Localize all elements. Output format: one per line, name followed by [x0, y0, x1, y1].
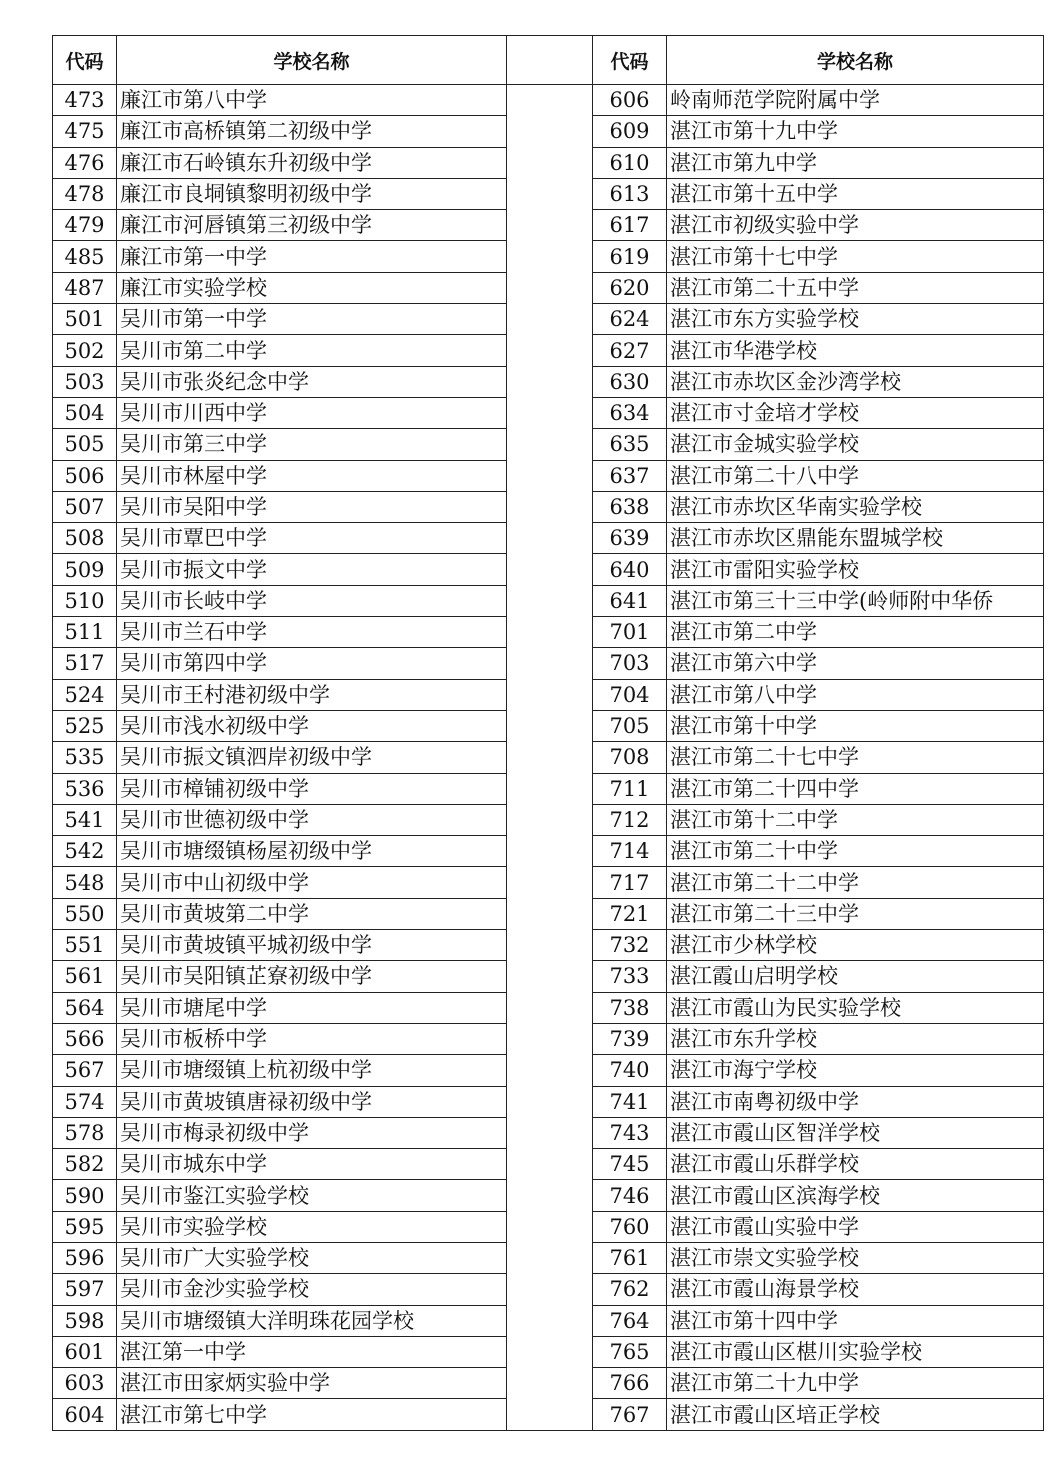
spacer-cell [507, 930, 593, 961]
left-name-cell: 吴川市塘缀镇大洋明珠花园学校 [117, 1305, 507, 1336]
left-code-cell: 603 [53, 1368, 117, 1399]
left-code-cell: 475 [53, 116, 117, 147]
left-name-cell: 吴川市樟铺初级中学 [117, 773, 507, 804]
right-code-cell: 639 [593, 523, 667, 554]
spacer-cell [507, 585, 593, 616]
right-name-cell: 湛江市第九中学 [667, 147, 1044, 178]
left-code-cell: 601 [53, 1336, 117, 1367]
right-code-cell: 717 [593, 867, 667, 898]
right-code-cell: 627 [593, 335, 667, 366]
left-name-cell: 吴川市第一中学 [117, 304, 507, 335]
table-row [53, 366, 1044, 397]
left-code-cell: 503 [53, 366, 117, 397]
right-name-cell: 湛江市华港学校 [667, 335, 1044, 366]
right-code-cell: 739 [593, 1023, 667, 1054]
spacer-cell [507, 335, 593, 366]
spacer-cell [507, 867, 593, 898]
left-code-cell: 501 [53, 304, 117, 335]
right-code-cell: 766 [593, 1368, 667, 1399]
spacer-cell [507, 1149, 593, 1180]
right-code-cell: 765 [593, 1336, 667, 1367]
left-code-cell: 596 [53, 1242, 117, 1273]
left-name-cell: 廉江市良垌镇黎明初级中学 [117, 178, 507, 209]
table-row [53, 1274, 1044, 1305]
left-code-cell: 511 [53, 617, 117, 648]
spacer-cell [507, 116, 593, 147]
right-name-cell: 湛江市赤坎区鼎能东盟城学校 [667, 523, 1044, 554]
header-right-code: 代码 [593, 36, 667, 85]
left-code-cell: 578 [53, 1117, 117, 1148]
right-code-cell: 609 [593, 116, 667, 147]
spacer-cell [507, 1305, 593, 1336]
right-name-cell: 湛江市雷阳实验学校 [667, 554, 1044, 585]
left-code-cell: 506 [53, 460, 117, 491]
spacer-cell [507, 679, 593, 710]
right-code-cell: 703 [593, 648, 667, 679]
table-row [53, 617, 1044, 648]
right-name-cell: 湛江市崇文实验学校 [667, 1242, 1044, 1273]
right-name-cell: 湛江市东方实验学校 [667, 304, 1044, 335]
header-left-code: 代码 [53, 36, 117, 85]
left-code-cell: 524 [53, 679, 117, 710]
right-code-cell: 701 [593, 617, 667, 648]
table-row [53, 429, 1044, 460]
right-name-cell: 湛江市第二十七中学 [667, 742, 1044, 773]
right-name-cell: 湛江市第二十三中学 [667, 898, 1044, 929]
right-code-cell: 714 [593, 836, 667, 867]
table-row [53, 523, 1044, 554]
right-code-cell: 640 [593, 554, 667, 585]
right-name-cell: 湛江市霞山区智洋学校 [667, 1117, 1044, 1148]
left-name-cell: 湛江市田家炳实验中学 [117, 1368, 507, 1399]
left-name-cell: 吴川市鉴江实验学校 [117, 1180, 507, 1211]
right-name-cell: 湛江市第三十三中学(岭师附中华侨 [667, 585, 1044, 616]
spacer-cell [507, 147, 593, 178]
right-code-cell: 634 [593, 397, 667, 428]
left-name-cell: 吴川市中山初级中学 [117, 867, 507, 898]
table-row [53, 85, 1044, 116]
table-row [53, 930, 1044, 961]
right-name-cell: 湛江市海宁学校 [667, 1055, 1044, 1086]
table-row [53, 992, 1044, 1023]
spacer-cell [507, 742, 593, 773]
left-code-cell: 582 [53, 1149, 117, 1180]
left-name-cell: 湛江市第七中学 [117, 1399, 507, 1430]
table-row [53, 804, 1044, 835]
spacer-cell [507, 397, 593, 428]
right-code-cell: 767 [593, 1399, 667, 1430]
table-row [53, 1399, 1044, 1430]
right-name-cell: 湛江市初级实验中学 [667, 210, 1044, 241]
left-name-cell: 廉江市石岭镇东升初级中学 [117, 147, 507, 178]
left-name-cell: 吴川市实验学校 [117, 1211, 507, 1242]
right-code-cell: 630 [593, 366, 667, 397]
left-code-cell: 487 [53, 272, 117, 303]
right-name-cell: 湛江市第十四中学 [667, 1305, 1044, 1336]
left-code-cell: 508 [53, 523, 117, 554]
spacer-cell [507, 773, 593, 804]
right-name-cell: 湛江市霞山实验中学 [667, 1211, 1044, 1242]
right-name-cell: 湛江市第十五中学 [667, 178, 1044, 209]
spacer-cell [507, 304, 593, 335]
right-name-cell: 湛江市霞山区滨海学校 [667, 1180, 1044, 1211]
right-name-cell: 湛江市少林学校 [667, 930, 1044, 961]
school-code-table-sheet [52, 35, 1043, 1429]
left-code-cell: 536 [53, 773, 117, 804]
left-name-cell: 吴川市吴阳镇芷寮初级中学 [117, 961, 507, 992]
left-code-cell: 550 [53, 898, 117, 929]
left-code-cell: 541 [53, 804, 117, 835]
spacer-cell [507, 804, 593, 835]
left-code-cell: 574 [53, 1086, 117, 1117]
spacer-cell [507, 1336, 593, 1367]
spacer-cell [507, 836, 593, 867]
spacer-cell [507, 429, 593, 460]
right-code-cell: 610 [593, 147, 667, 178]
right-code-cell: 620 [593, 272, 667, 303]
right-name-cell: 湛江市第二十中学 [667, 836, 1044, 867]
right-name-cell: 湛江市南粤初级中学 [667, 1086, 1044, 1117]
spacer-cell [507, 1242, 593, 1273]
right-code-cell: 712 [593, 804, 667, 835]
table-row [53, 836, 1044, 867]
left-name-cell: 廉江市第一中学 [117, 241, 507, 272]
spacer-cell [507, 272, 593, 303]
left-name-cell: 吴川市金沙实验学校 [117, 1274, 507, 1305]
left-code-cell: 525 [53, 710, 117, 741]
left-code-cell: 502 [53, 335, 117, 366]
right-name-cell: 湛江市霞山区培正学校 [667, 1399, 1044, 1430]
table-row [53, 898, 1044, 929]
table-row [53, 585, 1044, 616]
table-row [53, 679, 1044, 710]
spacer-cell [507, 1274, 593, 1305]
left-name-cell: 吴川市第四中学 [117, 648, 507, 679]
left-name-cell: 吴川市张炎纪念中学 [117, 366, 507, 397]
school-code-table [52, 35, 1044, 1431]
spacer-cell [507, 1211, 593, 1242]
table-row [53, 272, 1044, 303]
left-code-cell: 561 [53, 961, 117, 992]
left-code-cell: 510 [53, 585, 117, 616]
right-code-cell: 733 [593, 961, 667, 992]
left-name-cell: 吴川市浅水初级中学 [117, 710, 507, 741]
spacer-cell [507, 1086, 593, 1117]
right-name-cell: 湛江市第二十四中学 [667, 773, 1044, 804]
spacer-cell [507, 617, 593, 648]
right-name-cell: 湛江市第二十五中学 [667, 272, 1044, 303]
header-row [53, 36, 1044, 85]
table-row [53, 1055, 1044, 1086]
left-code-cell: 567 [53, 1055, 117, 1086]
right-code-cell: 613 [593, 178, 667, 209]
table-row [53, 554, 1044, 585]
spacer-cell [507, 491, 593, 522]
left-code-cell: 476 [53, 147, 117, 178]
table-row [53, 460, 1044, 491]
spacer-cell [507, 366, 593, 397]
left-code-cell: 598 [53, 1305, 117, 1336]
table-row [53, 397, 1044, 428]
header-left-name: 学校名称 [117, 36, 507, 85]
spacer-cell [507, 523, 593, 554]
right-code-cell: 762 [593, 1274, 667, 1305]
table-row [53, 147, 1044, 178]
spacer-cell [507, 241, 593, 272]
right-code-cell: 708 [593, 742, 667, 773]
table-body [53, 85, 1044, 1431]
table-row [53, 241, 1044, 272]
right-name-cell: 湛江市霞山海景学校 [667, 1274, 1044, 1305]
right-name-cell: 岭南师范学院附属中学 [667, 85, 1044, 116]
spacer-cell [507, 210, 593, 241]
left-code-cell: 542 [53, 836, 117, 867]
right-name-cell: 湛江市赤坎区金沙湾学校 [667, 366, 1044, 397]
table-row [53, 1336, 1044, 1367]
left-name-cell: 吴川市长岐中学 [117, 585, 507, 616]
spacer-cell [507, 1399, 593, 1430]
right-code-cell: 761 [593, 1242, 667, 1273]
left-name-cell: 吴川市世德初级中学 [117, 804, 507, 835]
right-name-cell: 湛江市第十七中学 [667, 241, 1044, 272]
left-code-cell: 604 [53, 1399, 117, 1430]
right-name-cell: 湛江市第二十八中学 [667, 460, 1044, 491]
table-row [53, 1242, 1044, 1273]
table-row [53, 1149, 1044, 1180]
left-code-cell: 507 [53, 491, 117, 522]
right-code-cell: 704 [593, 679, 667, 710]
right-code-cell: 760 [593, 1211, 667, 1242]
table-row [53, 1086, 1044, 1117]
right-name-cell: 湛江市第二十二中学 [667, 867, 1044, 898]
left-name-cell: 吴川市塘缀镇上杭初级中学 [117, 1055, 507, 1086]
left-name-cell: 吴川市黄坡第二中学 [117, 898, 507, 929]
right-name-cell: 湛江市霞山区椹川实验学校 [667, 1336, 1044, 1367]
right-code-cell: 606 [593, 85, 667, 116]
table-row [53, 1180, 1044, 1211]
spacer-cell [507, 1368, 593, 1399]
left-name-cell: 吴川市振文中学 [117, 554, 507, 585]
left-name-cell: 吴川市板桥中学 [117, 1023, 507, 1054]
spacer-cell [507, 178, 593, 209]
right-name-cell: 湛江市金城实验学校 [667, 429, 1044, 460]
left-name-cell: 吴川市林屋中学 [117, 460, 507, 491]
table-row [53, 1305, 1044, 1336]
table-row [53, 335, 1044, 366]
table-row [53, 1368, 1044, 1399]
left-code-cell: 478 [53, 178, 117, 209]
right-code-cell: 617 [593, 210, 667, 241]
left-name-cell: 吴川市吴阳中学 [117, 491, 507, 522]
spacer-cell [507, 1180, 593, 1211]
right-code-cell: 637 [593, 460, 667, 491]
left-code-cell: 566 [53, 1023, 117, 1054]
right-code-cell: 743 [593, 1117, 667, 1148]
right-name-cell: 湛江市第六中学 [667, 648, 1044, 679]
left-code-cell: 535 [53, 742, 117, 773]
spacer-cell [507, 1117, 593, 1148]
left-name-cell: 廉江市实验学校 [117, 272, 507, 303]
right-code-cell: 746 [593, 1180, 667, 1211]
left-code-cell: 505 [53, 429, 117, 460]
spacer-cell [507, 961, 593, 992]
right-name-cell: 湛江市第十中学 [667, 710, 1044, 741]
spacer-cell [507, 710, 593, 741]
table-row [53, 742, 1044, 773]
left-code-cell: 564 [53, 992, 117, 1023]
right-code-cell: 635 [593, 429, 667, 460]
table-row [53, 648, 1044, 679]
left-name-cell: 吴川市第三中学 [117, 429, 507, 460]
left-name-cell: 吴川市黄坡镇唐禄初级中学 [117, 1086, 507, 1117]
right-name-cell: 湛江市第八中学 [667, 679, 1044, 710]
right-name-cell: 湛江霞山启明学校 [667, 961, 1044, 992]
right-code-cell: 741 [593, 1086, 667, 1117]
right-code-cell: 619 [593, 241, 667, 272]
table-row [53, 491, 1044, 522]
left-code-cell: 597 [53, 1274, 117, 1305]
spacer-cell [507, 992, 593, 1023]
right-name-cell: 湛江市霞山乐群学校 [667, 1149, 1044, 1180]
left-name-cell: 吴川市王村港初级中学 [117, 679, 507, 710]
right-code-cell: 705 [593, 710, 667, 741]
left-name-cell: 廉江市河唇镇第三初级中学 [117, 210, 507, 241]
left-name-cell: 吴川市川西中学 [117, 397, 507, 428]
left-name-cell: 吴川市振文镇泗岸初级中学 [117, 742, 507, 773]
right-code-cell: 732 [593, 930, 667, 961]
spacer-cell [507, 898, 593, 929]
left-name-cell: 吴川市覃巴中学 [117, 523, 507, 554]
left-code-cell: 595 [53, 1211, 117, 1242]
left-name-cell: 吴川市塘缀镇杨屋初级中学 [117, 836, 507, 867]
left-name-cell: 吴川市塘尾中学 [117, 992, 507, 1023]
right-code-cell: 738 [593, 992, 667, 1023]
left-code-cell: 517 [53, 648, 117, 679]
left-name-cell: 吴川市广大实验学校 [117, 1242, 507, 1273]
left-name-cell: 吴川市兰石中学 [117, 617, 507, 648]
right-name-cell: 湛江市赤坎区华南实验学校 [667, 491, 1044, 522]
left-code-cell: 485 [53, 241, 117, 272]
left-code-cell: 551 [53, 930, 117, 961]
left-code-cell: 590 [53, 1180, 117, 1211]
left-code-cell: 479 [53, 210, 117, 241]
left-name-cell: 廉江市第八中学 [117, 85, 507, 116]
table-row [53, 1211, 1044, 1242]
spacer-cell [507, 1023, 593, 1054]
right-code-cell: 721 [593, 898, 667, 929]
header-spacer [507, 36, 593, 85]
right-name-cell: 湛江市第二中学 [667, 617, 1044, 648]
left-code-cell: 504 [53, 397, 117, 428]
right-name-cell: 湛江市霞山为民实验学校 [667, 992, 1044, 1023]
table-row [53, 1023, 1044, 1054]
table-row [53, 1117, 1044, 1148]
right-name-cell: 湛江市寸金培才学校 [667, 397, 1044, 428]
right-code-cell: 764 [593, 1305, 667, 1336]
right-name-cell: 湛江市第二十九中学 [667, 1368, 1044, 1399]
header-right-name: 学校名称 [667, 36, 1044, 85]
left-code-cell: 548 [53, 867, 117, 898]
right-code-cell: 624 [593, 304, 667, 335]
right-code-cell: 740 [593, 1055, 667, 1086]
right-code-cell: 745 [593, 1149, 667, 1180]
left-name-cell: 廉江市高桥镇第二初级中学 [117, 116, 507, 147]
table-header [53, 36, 1044, 85]
left-code-cell: 473 [53, 85, 117, 116]
spacer-cell [507, 85, 593, 116]
left-code-cell: 509 [53, 554, 117, 585]
table-row [53, 867, 1044, 898]
table-row [53, 773, 1044, 804]
table-row [53, 710, 1044, 741]
left-name-cell: 吴川市黄坡镇平城初级中学 [117, 930, 507, 961]
left-name-cell: 吴川市第二中学 [117, 335, 507, 366]
right-code-cell: 638 [593, 491, 667, 522]
right-name-cell: 湛江市第十九中学 [667, 116, 1044, 147]
spacer-cell [507, 554, 593, 585]
left-name-cell: 湛江第一中学 [117, 1336, 507, 1367]
table-row [53, 116, 1044, 147]
table-row [53, 178, 1044, 209]
right-name-cell: 湛江市第十二中学 [667, 804, 1044, 835]
spacer-cell [507, 648, 593, 679]
spacer-cell [507, 1055, 593, 1086]
table-row [53, 210, 1044, 241]
left-name-cell: 吴川市城东中学 [117, 1149, 507, 1180]
right-name-cell: 湛江市东升学校 [667, 1023, 1044, 1054]
table-row [53, 304, 1044, 335]
left-name-cell: 吴川市梅录初级中学 [117, 1117, 507, 1148]
right-code-cell: 641 [593, 585, 667, 616]
spacer-cell [507, 460, 593, 491]
right-code-cell: 711 [593, 773, 667, 804]
table-row [53, 961, 1044, 992]
